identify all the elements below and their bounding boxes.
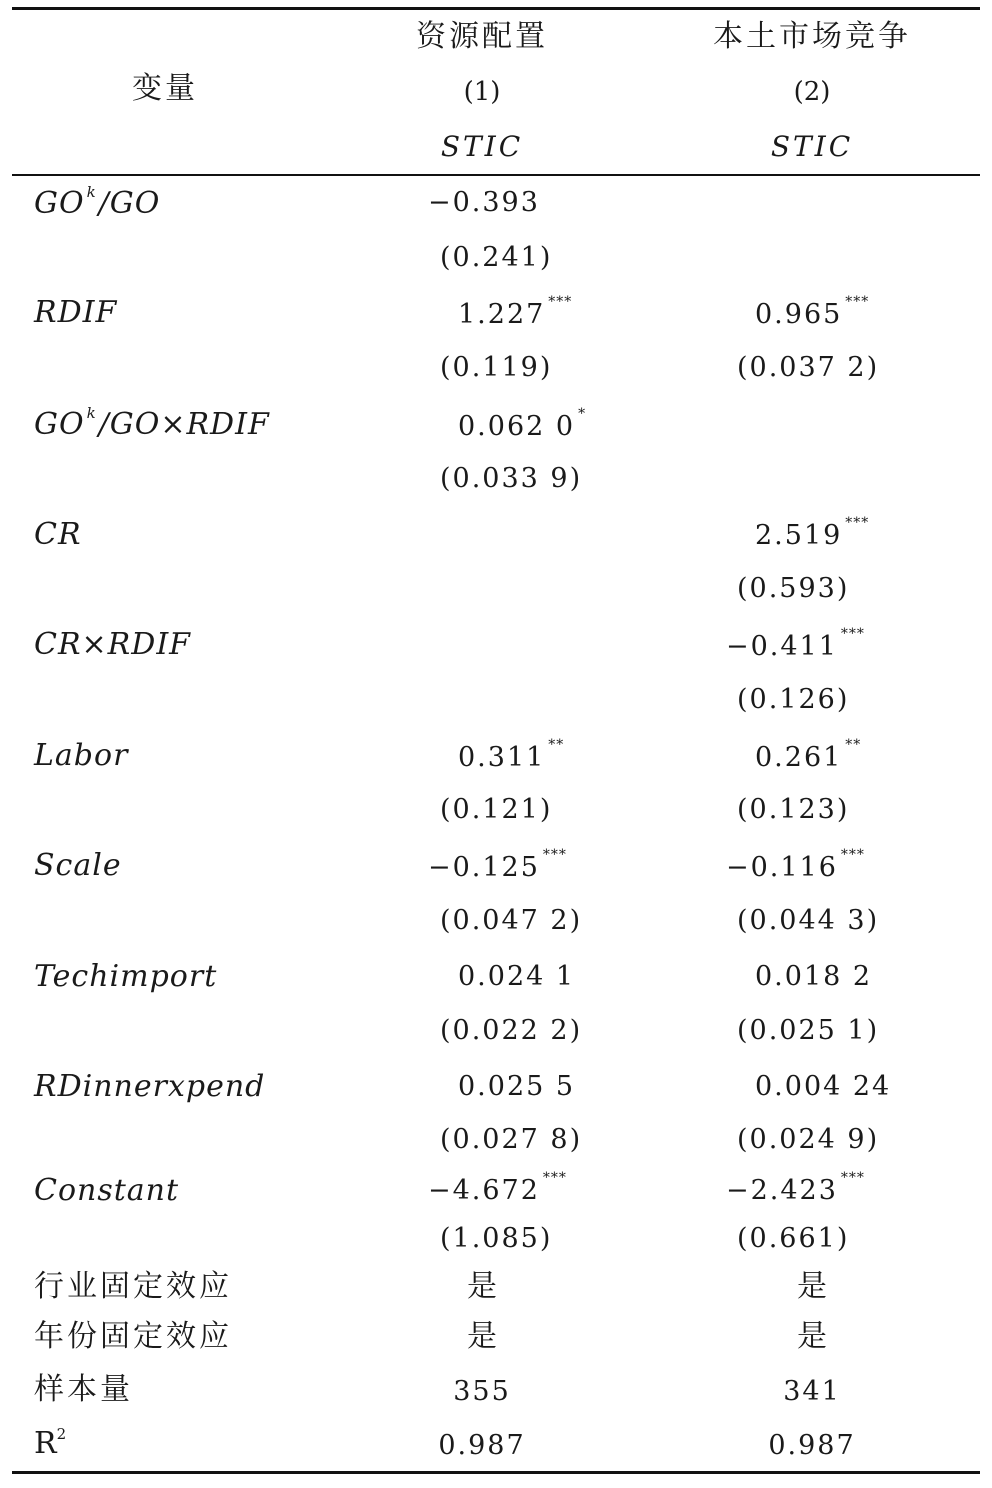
rdif-se-col1: (0.119) <box>440 352 553 383</box>
row-label-r-squared: $R^2$ <box>34 1425 67 1461</box>
row-label-year-fe: 年份固定效应 <box>34 1319 232 1354</box>
techimport-se-col2: (0.025 1) <box>737 1015 880 1046</box>
rdinnerxpend-coef-col1: 0.025 5 <box>458 1071 576 1102</box>
labor-se-col2: (0.123) <box>737 794 850 825</box>
col2-title: 本土市场竞争 <box>713 19 911 54</box>
year-fe-col1: 是 <box>467 1319 497 1354</box>
r-squared-col1: 0.987 <box>438 1430 526 1461</box>
row-label-sample-size: 样本量 <box>34 1372 133 1407</box>
col1-dep-var: STIC <box>440 130 524 163</box>
industry-fe-col2: 是 <box>797 1269 827 1304</box>
table-header-rule <box>12 174 980 176</box>
row-label-cr-rdif: CR×RDIF <box>34 627 191 662</box>
year-fe-col2: 是 <box>797 1319 827 1354</box>
row-label-cr: CR <box>34 517 82 552</box>
cr-se-col2: (0.593) <box>737 573 850 604</box>
gok-go-se-col1: (0.241) <box>440 242 553 273</box>
techimport-se-col1: (0.022 2) <box>440 1015 583 1046</box>
labor-se-col1: (0.121) <box>440 794 553 825</box>
col2-number: (2) <box>793 77 831 107</box>
row-label-gok-go: GO $^k$/GO <box>34 183 161 221</box>
scale-coef-col2: −0.116 *** <box>726 847 865 883</box>
row-label-rdinnerxpend: RDinnerxpend <box>34 1069 266 1104</box>
rdif-coef-col1: 1.227 *** <box>458 294 573 330</box>
constant-coef-col2: −2.423 *** <box>726 1170 865 1206</box>
cr-rdif-se-col2: (0.126) <box>737 684 850 715</box>
col2-dep-var: STIC <box>770 130 854 163</box>
col1-number: (1) <box>463 77 501 107</box>
constant-se-col1: (1.085) <box>440 1223 553 1254</box>
row-label-rdif: RDIF <box>34 295 118 330</box>
sample-size-col2: 341 <box>783 1376 841 1407</box>
rdinnerxpend-se-col2: (0.024 9) <box>737 1124 880 1155</box>
table-top-rule <box>12 7 980 10</box>
techimport-coef-col1: 0.024 1 <box>458 961 576 992</box>
gok-go-rdif-coef-col1: 0.062 0 * <box>458 406 587 442</box>
scale-coef-col1: −0.125 *** <box>428 847 567 883</box>
scale-se-col2: (0.044 3) <box>737 905 880 936</box>
row-label-labor: Labor <box>34 738 129 773</box>
constant-se-col2: (0.661) <box>737 1223 850 1254</box>
row-label-techimport: Techimport <box>34 959 218 994</box>
rdinnerxpend-se-col1: (0.027 8) <box>440 1124 583 1155</box>
sample-size-col1: 355 <box>453 1376 511 1407</box>
cr-rdif-coef-col2: −0.411 *** <box>726 626 865 662</box>
rdinnerxpend-coef-col2: 0.004 24 <box>755 1071 892 1102</box>
industry-fe-col1: 是 <box>467 1269 497 1304</box>
labor-coef-col1: 0.311 ** <box>458 737 565 773</box>
variable-column-header: 变量 <box>132 71 198 106</box>
row-label-constant: Constant <box>34 1173 180 1208</box>
row-label-scale: Scale <box>34 848 122 883</box>
gok-go-coef-col1: −0.393 <box>428 187 540 218</box>
gok-go-rdif-se-col1: (0.033 9) <box>440 463 583 494</box>
techimport-coef-col2: 0.018 2 <box>755 961 873 992</box>
r-squared-col2: 0.987 <box>768 1430 856 1461</box>
cr-coef-col2: 2.519 *** <box>755 515 870 551</box>
constant-coef-col1: −4.672 *** <box>428 1170 567 1206</box>
row-label-gok-go-rdif: GO $^k$/GO×RDIF <box>34 404 270 442</box>
rdif-coef-col2: 0.965 *** <box>755 294 870 330</box>
table-bottom-rule <box>12 1471 980 1474</box>
rdif-se-col2: (0.037 2) <box>737 352 880 383</box>
labor-coef-col2: 0.261 ** <box>755 737 862 773</box>
scale-se-col1: (0.047 2) <box>440 905 583 936</box>
row-label-industry-fe: 行业固定效应 <box>34 1269 232 1304</box>
col1-title: 资源配置 <box>416 19 548 54</box>
